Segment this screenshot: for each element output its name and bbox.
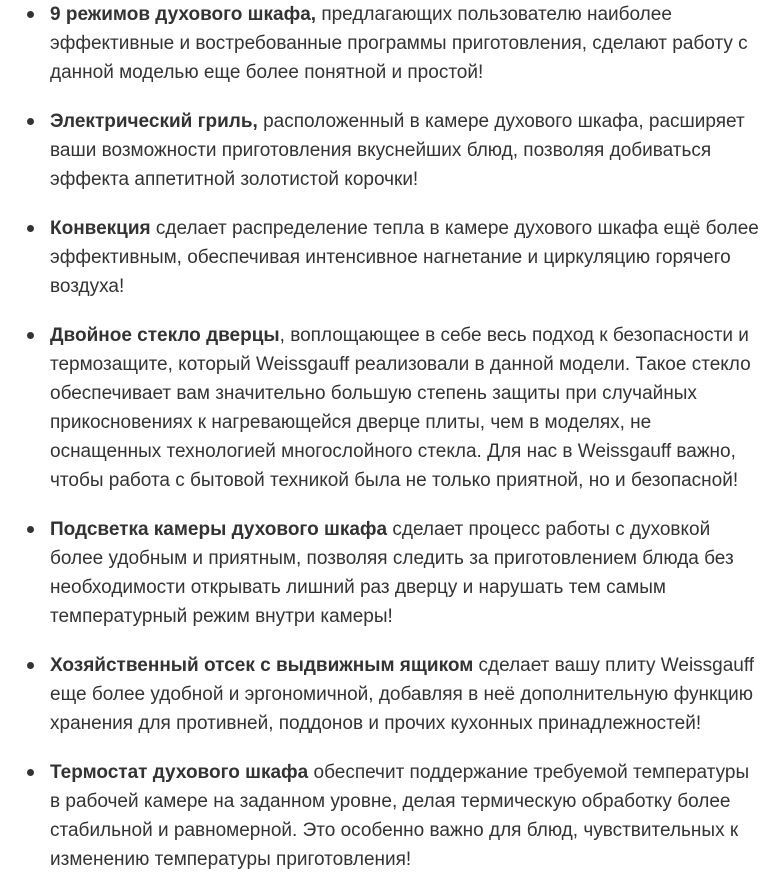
feature-title: 9 режимов духового шкафа, — [50, 4, 317, 25]
feature-item-storage-drawer — [0, 651, 779, 738]
feature-title: Термостат духового шкафа — [50, 762, 309, 783]
feature-title: Конвекция — [50, 218, 151, 239]
feature-title: Хозяйственный отсек с выдвижным ящиком — [50, 655, 474, 676]
bullet-icon — [27, 11, 34, 18]
bullet-icon — [27, 662, 34, 669]
feature-description: , воплощающее в себе весь подход к безопасности и термозащите, который Weissgauff реализовали в данной модели. Такое стекло обеспечивает вам значительно большую степень защиты при случайных прикосновениях к нагревающейся дверце плиты, чем в моделях, не оснащенных технологией многослойного стекла. Для нас в Weissgauff важно, чтобы работа с бытовой техникой была не только приятной, но и безопасной! — [50, 325, 751, 491]
feature-title: Электрический гриль, — [50, 111, 258, 132]
feature-item-modes — [0, 0, 779, 87]
feature-description: обеспечит поддержание требуемой температуры в рабочей камере на заданном уровне, делая термическую обработку более стабильной и равномерной. Это особенно важно для блюд, чувствительных к изменению температуры приготовления! — [50, 762, 750, 870]
bullet-icon — [27, 769, 34, 776]
bullet-icon — [27, 332, 34, 339]
feature-description: сделает распределение тепла в камере духового шкафа ещё более эффективным, обеспечивая интенсивное нагнетание и циркуляцию горячего воздуха! — [50, 218, 759, 297]
bullet-icon — [27, 118, 34, 125]
bullet-icon — [27, 526, 34, 533]
feature-title: Двойное стекло дверцы — [50, 325, 280, 346]
feature-item-grill — [0, 107, 779, 194]
feature-title: Подсветка камеры духового шкафа — [50, 519, 388, 540]
feature-description: сделает процесс работы с духовкой более удобным и приятным, позволяя следить за приготовлением блюда без необходимости открывать лишний раз дверцу и нарушать тем самым температурный режим внутри камеры! — [50, 519, 734, 627]
bullet-icon — [27, 225, 34, 232]
feature-description: предлагающих пользователю наиболее эффективные и востребованные программы приготовления, сделают работу с данной моделью еще более понятной и простой! — [50, 4, 748, 83]
feature-item-convection — [0, 214, 779, 301]
feature-item-double-glass — [0, 321, 779, 495]
feature-description: расположенный в камере духового шкафа, расширяет ваши возможности приготовления вкуснейших блюд, позволяя добиваться эффекта аппетитной золотистой корочки! — [50, 111, 745, 190]
feature-item-oven-light — [0, 515, 779, 631]
feature-item-thermostat — [0, 758, 779, 874]
feature-description: сделает вашу плиту Weissgauff еще более удобной и эргономичной, добавляя в неё дополнительную функцию хранения для противней, поддонов и прочих кухонных принадлежностей! — [50, 655, 755, 734]
